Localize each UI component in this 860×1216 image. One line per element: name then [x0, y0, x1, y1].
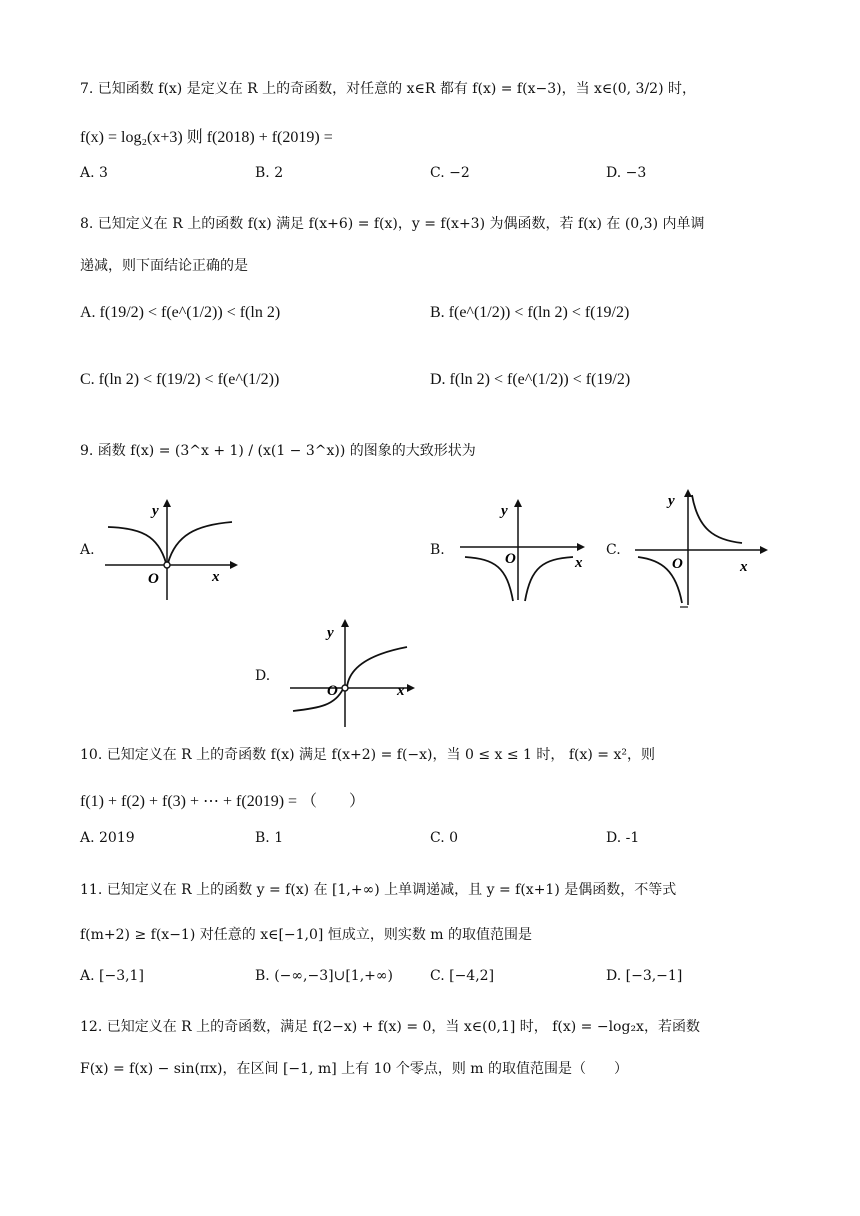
q9-option-c-label: C. [606, 542, 621, 558]
q9-graph-a-origin: O [148, 571, 159, 587]
q7-line2: f(x) = log₂(x+3) 则 f(2018) + f(2019) = [80, 129, 333, 146]
q8-option-c: C. f(ln 2) < f(19/2) < f(e^(1/2)) [80, 371, 280, 388]
q9-option-b-label: B. [430, 542, 445, 558]
q9-graph-b-origin: O [505, 551, 516, 567]
q8-option-b: B. f(e^(1/2)) < f(ln 2) < f(19/2) [430, 304, 630, 321]
q9-graph-d-y-label: y [327, 625, 334, 641]
q9-graph-b-y-label: y [501, 503, 508, 519]
q8-line2: 递减，则下面结论正确的是 [80, 258, 248, 274]
q8-option-d: D. f(ln 2) < f(e^(1/2)) < f(19/2) [430, 371, 631, 388]
q11-option-d: D. [−3,−1] [606, 968, 683, 984]
q9-stem: 9. 函数 f(x) = (3^x + 1) / (x(1 − 3^x)) 的图象的大致形状为 [80, 443, 476, 459]
q9-graph-b [455, 495, 595, 610]
q11-line2: f(m+2) ≥ f(x−1) 对任意的 x∈[−1,0] 恒成立，则实数 m 的取值范围是 [80, 927, 532, 943]
q12-line2: F(x) = f(x) − sin(πx)，在区间 [−1, m] 上有 10 个零点，则 m 的取值范围是（ ） [80, 1061, 629, 1077]
q9-option-a-label: A. [80, 542, 95, 558]
q9-graph-d-origin: O [327, 683, 338, 699]
q12-line1: 12. 已知定义在 R 上的奇函数，满足 f(2−x) + f(x) = 0，当 x∈(0,1] 时， f(x) = −log₂x，若函数 [80, 1019, 700, 1035]
q8-line1: 8. 已知定义在 R 上的函数 f(x) 满足 f(x+6) = f(x)，y = f(x+3) 为偶函数，若 f(x) 在 (0,3) 内单调 [80, 216, 705, 232]
q10-option-a: A. 2019 [80, 830, 135, 846]
q7-option-c: C. −2 [430, 165, 470, 181]
q11-line1: 11. 已知定义在 R 上的函数 y = f(x) 在 [1,+∞) 上单调递减，且 y = f(x+1) 是偶函数，不等式 [80, 882, 677, 898]
q9-graph-c-y-label: y [668, 493, 675, 509]
q9-graph-a-y-label: y [152, 503, 159, 519]
q10-option-d: D. -1 [606, 830, 640, 846]
q7-option-b: B. 2 [255, 165, 284, 181]
q11-option-c: C. [−4,2] [430, 968, 495, 984]
q9-graph-d [285, 615, 425, 735]
q9-option-d-label: D. [255, 668, 271, 684]
q10-line2: f(1) + f(2) + f(3) + ⋯ + f(2019) = （ ） [80, 793, 366, 810]
q11-option-b: B. (−∞,−3]∪[1,+∞) [255, 968, 393, 984]
q9-graph-a-x-label: x [212, 569, 220, 585]
q9-graph-c-origin: O [672, 556, 683, 572]
q7-line1: 7. 已知函数 f(x) 是定义在 R 上的奇函数，对任意的 x∈R 都有 f(x) = f(x−3)，当 x∈(0, 3/2) 时， [80, 81, 696, 97]
q9-graph-a [100, 495, 240, 605]
q8-option-a: A. f(19/2) < f(e^(1/2)) < f(ln 2) [80, 304, 281, 321]
q7-option-a: A. 3 [80, 165, 108, 181]
q9-graph-c-x-label: x [740, 559, 748, 575]
q11-option-a: A. [−3,1] [80, 968, 144, 984]
q10-option-c: C. 0 [430, 830, 459, 846]
q9-graph-b-x-label: x [575, 555, 583, 571]
q7-option-d: D. −3 [606, 165, 647, 181]
q9-graph-d-x-label: x [397, 683, 405, 699]
q10-line1: 10. 已知定义在 R 上的奇函数 f(x) 满足 f(x+2) = f(−x)，当 0 ≤ x ≤ 1 时， f(x) = x²，则 [80, 747, 655, 763]
q9-graph-c [630, 485, 770, 615]
q10-option-b: B. 1 [255, 830, 284, 846]
